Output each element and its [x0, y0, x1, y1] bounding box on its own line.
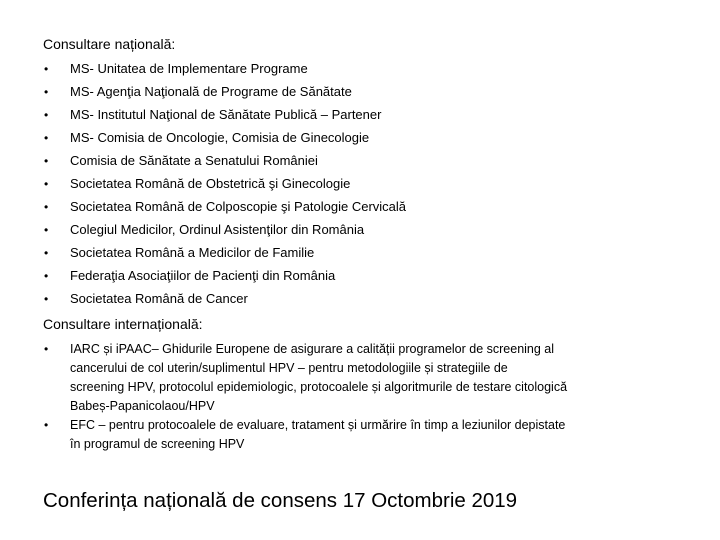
list-item-text: MS- Unitatea de Implementare Programe — [70, 61, 308, 76]
international-consultation-list — [0, 340, 720, 456]
list-item-text: Societatea Română de Cancer — [70, 291, 248, 306]
bullet-icon: • — [44, 200, 49, 214]
text-line: IARC și iPAAC– Ghidurile Europene de asigurare a calității programelor de screening al — [70, 342, 555, 356]
list-item-text: Societatea Română de Colposcopie şi Patologie Cervicală — [70, 199, 407, 214]
bullet-icon: • — [44, 223, 49, 237]
list-item — [0, 416, 720, 456]
list-item-text: Federaţia Asociaţiilor de Pacienţi din România — [70, 268, 336, 283]
national-consultation-title: Consultare națională: — [43, 36, 176, 52]
list-item-text: Societatea Română de Obstetrică şi Ginecologie — [70, 176, 351, 191]
text-line: cancerului de col uterin/suplimentul HPV – pentru metodologiile și strategiile de — [70, 361, 508, 375]
bullet-icon: • — [44, 269, 49, 283]
list-item-text — [70, 416, 680, 454]
bullet-icon: • — [44, 292, 49, 306]
text-line: screening HPV, protocolul epidemiologic, protocoalele și algoritmurile de testare citologică — [70, 380, 568, 394]
international-consultation-title: Consultare internațională: — [43, 316, 203, 332]
bullet-icon: • — [44, 342, 49, 356]
bullet-icon: • — [44, 418, 49, 432]
list-item-text: Colegiul Medicilor, Ordinul Asistenţilor din România — [70, 222, 365, 237]
bullet-icon: • — [44, 154, 49, 168]
bullet-icon: • — [44, 131, 49, 145]
list-item-text: MS- Comisia de Oncologie, Comisia de Ginecologie — [70, 130, 370, 145]
bullet-icon: • — [44, 177, 49, 191]
text-line: EFC – pentru protocoalele de evaluare, tratament și urmărire în timp a leziunilor depistate — [70, 418, 566, 432]
list-item — [0, 340, 720, 416]
list-item-text: MS- Agenţia Naţională de Programe de Sănătate — [70, 84, 352, 99]
text-line: Babeș-Papanicolaou/HPV — [70, 399, 215, 413]
bullet-icon: • — [44, 246, 49, 260]
list-item-text: Comisia de Sănătate a Senatului României — [70, 153, 318, 168]
bullet-icon: • — [44, 108, 49, 122]
bullet-icon: • — [44, 62, 49, 76]
bullet-icon: • — [44, 85, 49, 99]
text-line: în programul de screening HPV — [70, 437, 245, 451]
conference-title: Conferința națională de consens 17 Octombrie 2019 — [43, 489, 518, 512]
list-item-text — [70, 340, 680, 416]
list-item-text: Societatea Română a Medicilor de Familie — [70, 245, 315, 260]
list-item-text: MS- Institutul Naţional de Sănătate Publică – Partener — [70, 107, 382, 122]
